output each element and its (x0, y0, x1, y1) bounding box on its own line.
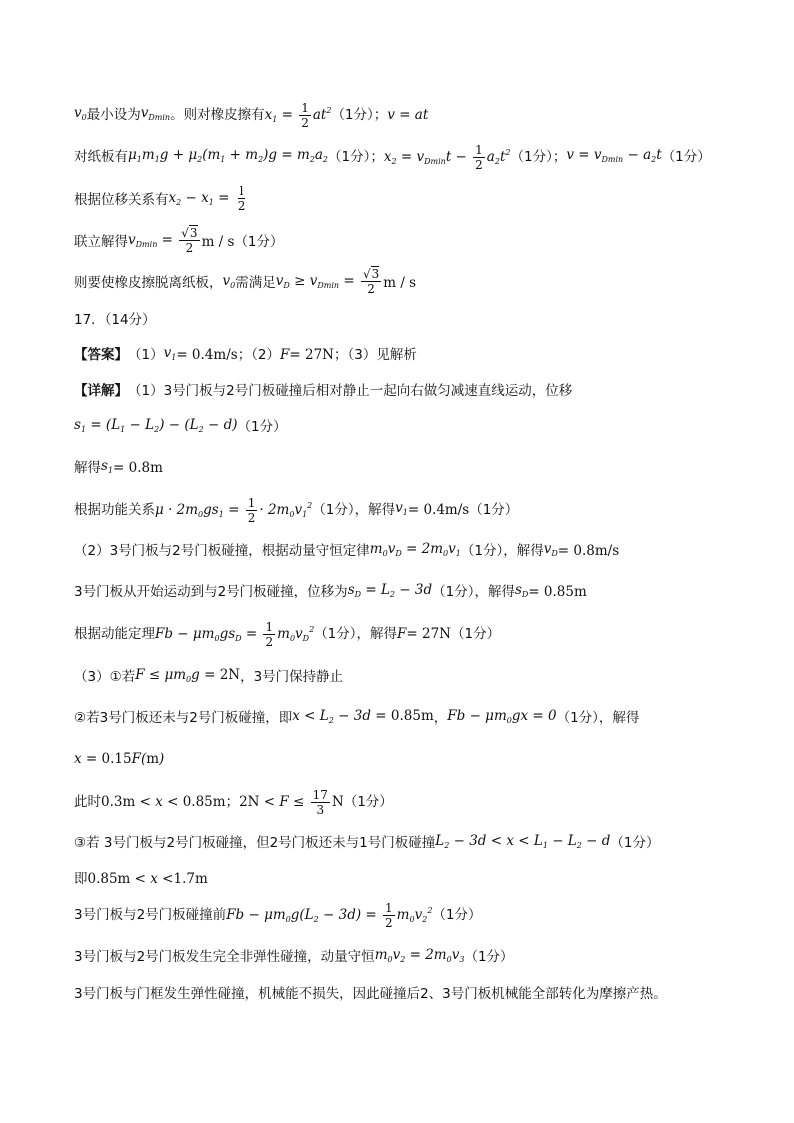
formula: F (280, 347, 290, 363)
formula: $v_0$ (74, 104, 87, 122)
solution-line-18: 此时 0.3m < x < 0.85m ； 2N < F ≤ $\frac{17}{3}$ N （1分） (74, 787, 393, 817)
solution-line-21: 3号门板与2号门板碰撞前 $Fb - \mu m_0g(L_2 - 3d)$ = $\frac{1}{2}$ $m_0v_2^2$ （1分） (74, 901, 754, 929)
formula: $\mu \cdot 2m_0gs_1$ = $\frac{1}{2}$ · $2m_0v_1^2$ (155, 495, 313, 525)
solution-line-22: 3号门板与2号门板发生完全非弹性碰撞，动量守恒 $m_0v_2 = 2m_0v_3$ （1分） (74, 943, 754, 971)
formula: 2N < F ≤ $\frac{17}{3}$ N (239, 787, 344, 817)
formula: $Fb - \mu m_0g(L_2 - 3d)$ = $\frac{1}{2}$ $m_0v_2^2$ (226, 900, 433, 930)
solution-line-1: $v_0$ 最小设为 $v_{Dmin}$ 。则对橡皮擦有 $x_1$ = $\frac{1}{2}$ $at^2$ （1分）； v = at (74, 101, 754, 129)
formula: $Fb - \mu m_0gs_D$ = $\frac{1}{2}$ $m_0v_D^2$ (155, 619, 315, 649)
solution-line-20: 即 0.85m < x <1.7m (74, 865, 754, 893)
formula: $v_D$ (543, 540, 558, 558)
formula: $\mu_1m_1g + \mu_2(m_1 + m_2)g = m_2a_2$ (128, 146, 329, 164)
formula: $v_1$ (395, 499, 408, 517)
solution-line-16: ②若3号门板还未与2号门板碰撞，即 $x < L_2 - 3d = 0.85m$ ， $Fb - \mu m_0gx = 0$ （1分），解得 (74, 704, 754, 732)
solution-line-15: （3）①若 $F \le \mu m_0g = 2N$ ，3号门保持静止 (74, 663, 754, 691)
solution-line-4: 联立解得 $v_{Dmin}$ = $\frac{√3}{2}$ m / s （1分） (74, 228, 754, 256)
formula: $x < L_2 - 3d = 0.85m$ (292, 707, 434, 725)
formula: 0.3m < x < 0.85m (101, 794, 226, 810)
formula: $v = v_{Dmin} - a_2t$ (566, 146, 662, 164)
formula: $v_{Dmin}$ (140, 104, 171, 122)
formula: $v_0$ (222, 272, 236, 290)
answer-line: 【答案】 （1） $v_1$ = 0.4m/s ；（2） F = 27N ；（3）见解析 (74, 341, 754, 369)
solution-line-23: 3号门板与门框发生弹性碰撞，机械能不损失，因此碰撞后2、3号门板机械能全部转化为摩擦产热。 (74, 986, 667, 1002)
solution-line-13: 3号门板从开始运动到与2号门板碰撞，位移为 $s_D = L_2 - 3d$ （1分），解得 $s_D$ = 0.85m (74, 578, 754, 606)
formula: $x_1$ = $\frac{1}{2}$ $at^2$ (264, 100, 332, 130)
formula: $x_2 = v_{Dmin}t$ − $\frac{1}{2}$ $a_2t^2$ (383, 142, 511, 172)
formula: $m_0v_D = 2m_0v_1$ (369, 540, 461, 558)
solution-line-9: $s_1 = (L_1 - L_2) - (L_2 - d)$ （1分） (74, 413, 754, 441)
formula: $s_D$ (514, 581, 529, 599)
formula: $L_2 - 3d < x < L_1 - L_2 - d$ (435, 832, 611, 850)
formula: 0.85m < x <1.7m (87, 871, 208, 887)
detail-line: 【详解】 （1）3号门板与2号门板碰撞后相对静止一起向右做匀减速直线运动，位移 (74, 383, 573, 399)
formula: F (397, 626, 407, 642)
formula: $v_D \ge v_{Dmin}$ = $\frac{√3}{2}$ (275, 266, 380, 296)
solution-line-3: 根据位移关系有 $x_2 - x_1$ = $\frac{l}{2}$ (74, 186, 754, 214)
formula: $F \le \mu m_0g = 2N$ (135, 666, 241, 684)
solution-line-19: ③若 3号门板与2号门板碰撞，但2号门板还未与1号门板碰撞 $L_2 - 3d < x < L_1 - L_2 - d$ （1分） (74, 829, 754, 857)
solution-line-5: 则要使橡皮擦脱离纸板， $v_0$ 需满足 $v_D \ge v_{Dmin}$ = $\frac{√3}{2}$ m / s (74, 269, 754, 297)
formula: x = 0.15F(m) (74, 751, 165, 767)
formula: $x_2 - x_1$ = $\frac{l}{2}$ (168, 183, 246, 213)
formula: $Fb - \mu m_0gx = 0$ (447, 707, 557, 725)
formula: $m_0v_2 = 2m_0v_3$ (374, 946, 465, 964)
formula: v = at (387, 107, 429, 123)
solution-line-2: 对纸板有 $\mu_1m_1g + \mu_2(m_1 + m_2)g = m_2a_2$ （1分）； $x_2 = v_{Dmin}t$ − $\frac{1}{2}$ $a_2t^2$ （1分）； $v = v_{Dmin} - a_2t$ （1分） (74, 143, 754, 171)
formula: $s_D = L_2 - 3d$ (347, 581, 433, 599)
formula: $s_1$ (101, 457, 114, 475)
formula: $v_1$ (163, 344, 177, 362)
formula: $v_{Dmin}$ = $\frac{√3}{2}$ (128, 225, 198, 255)
solution-line-11: 根据功能关系 $\mu \cdot 2m_0gs_1$ = $\frac{1}{2}$ · $2m_0v_1^2$ （1分），解得 $v_1$ = 0.4m/s （1分） (74, 496, 754, 524)
solution-line-17 (74, 745, 754, 773)
solution-line-10: 解得 $s_1$ = 0.8m (74, 454, 754, 482)
question-number: 17．（14分） (74, 312, 156, 328)
solution-line-12: （2）3号门板与2号门板碰撞，根据动量守恒定律 $m_0v_D = 2m_0v_1$ （1分），解得 $v_D$ = 0.8m/s (74, 537, 754, 565)
formula: $s_1 = (L_1 - L_2) - (L_2 - d)$ (74, 416, 238, 434)
solution-line-14: 根据动能定理 $Fb - \mu m_0gs_D$ = $\frac{1}{2}$ $m_0v_D^2$ （1分），解得 F = 27N （1分） (74, 620, 754, 648)
